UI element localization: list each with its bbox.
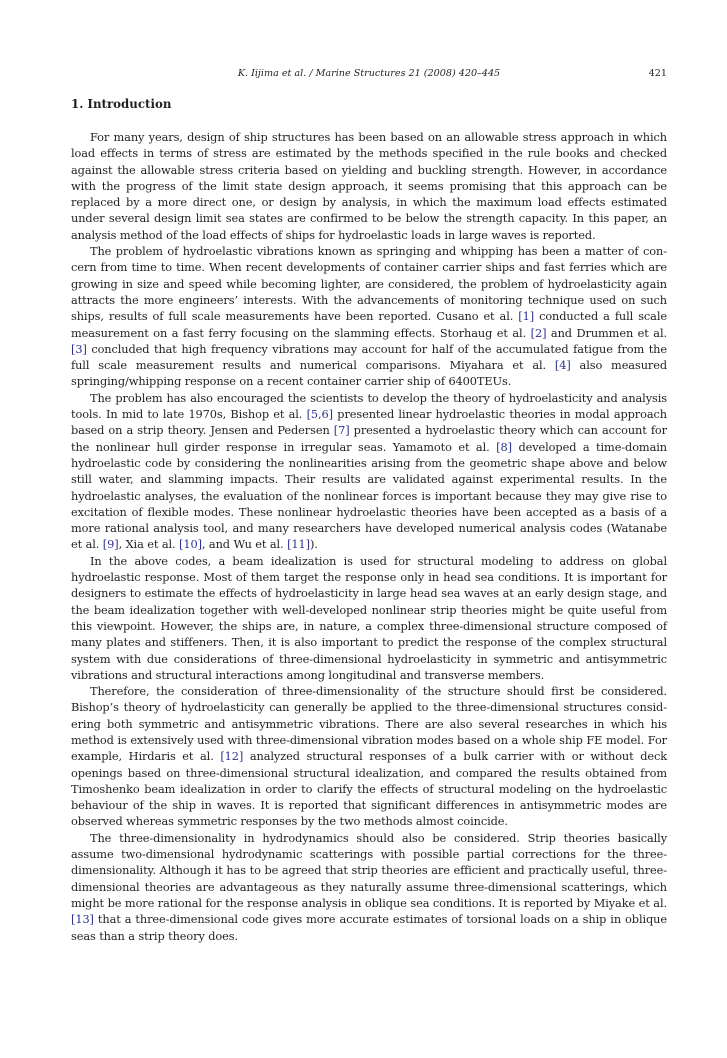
citation-link[interactable]: [11] xyxy=(287,537,310,552)
paragraph-text: developed a time-domain hydroelastic code by considering the nonlinearities arising from the geometric shape above and below still water, and slamming impacts. Their results are validated against experimental results. In the hydroelastic analyses, the evaluation of the nonlinear forces is important because they may give rise to excitation of flexible modes. These nonlinear hydroelastic theories have been accepted as a basis of a more rational analysis tool, and many researchers have developed numerical analysis codes (Watanabe et al. xyxy=(71,439,667,552)
paragraph-text: , Xia et al. xyxy=(118,537,180,552)
citation-link[interactable]: [8] xyxy=(496,439,512,454)
citation-link[interactable]: [2] xyxy=(530,325,547,340)
paragraph-text: presented a hydroelastic theory which can account for the nonlinear hull girder response in irregular seas. Yamamoto et al. xyxy=(71,423,667,454)
paragraph-text: The problem of hydroelastic vibrations known as springing and whipping has been a matter of concern from time to time. When recent developments of container carrier ships and fast ferries which are growing in size and speed while becoming lighter, are considered, the problem of hydroelasticity again attracts the more engineers’ interests. With the advancements of monitoring technique used on such ships, results of full scale measurements have been reported. Cusano et al. xyxy=(71,244,667,324)
running-head xyxy=(71,67,667,81)
paragraph-text: concluded that high frequency vibrations may account for half of the accumulated fatigue from the full scale measurement results and numerical comparisons. Miyahara et al. xyxy=(71,341,667,373)
citation-link[interactable]: [10] xyxy=(179,537,202,552)
journal-citation: K. Iijima et al. / Marine Structures 21 (2008) 420–445 xyxy=(237,68,501,79)
page-number: 421 xyxy=(648,68,667,79)
paragraph-3 xyxy=(71,390,667,553)
paragraph-text: The problem has also encouraged the scientists to develop the theory of hydroelasticity and analysis tools. In mid to late 1970s, Bishop et al. xyxy=(71,390,667,422)
citation-link[interactable]: [5,6] xyxy=(306,407,333,422)
paragraph-text: conducted a full scale measurement on a fast ferry focusing on the slamming effects. Storhaug et al. xyxy=(71,309,667,340)
citation-link[interactable]: [7] xyxy=(333,423,350,438)
paragraph-text: In the above codes, a beam idealization is used for structural modeling to address on global hydroelastic response. Most of them target the response only in head sea conditions. It is important for designers to estimate the effects of hydroelasticity in large head sea waves at an early design stage, and the beam idealization together with well-developed nonlinear strip theories might be quite useful from this viewpoint. However, the ships are, in nature, a complex three-dimensional structure composed of many plates and stiffeners. Then, it is also important to predict the response of the complex structural system with due considerations of three-dimensional hydroelasticity in symmetric and antisymmetric vibrations and structural interactions among longitudinal and transverse members. xyxy=(71,553,667,682)
citation-link[interactable]: [12] xyxy=(220,749,244,764)
citation-link[interactable]: [13] xyxy=(71,912,94,927)
paragraph-1 xyxy=(71,129,667,243)
citation-link[interactable]: [4] xyxy=(554,358,571,373)
citation-link[interactable]: [3] xyxy=(71,341,87,356)
paragraph-4 xyxy=(71,553,667,683)
paragraph-text: and Drummen et al. xyxy=(546,325,667,340)
paragraph-text: also measured springing/whipping response on a recent container carrier ship of 6400TEUs. xyxy=(71,358,667,389)
paragraph-6 xyxy=(71,830,667,944)
section-body xyxy=(71,129,667,944)
paragraph-text: , and Wu et al. xyxy=(201,537,288,552)
paragraph-2 xyxy=(71,243,667,390)
paragraph-text: The three-dimensionality in hydrodynamics should also be considered. Strip theories basically assume two-dimensional hydrodynamic scatterings with possible partial corrections for the three-dimensionality. Although it has to be agreed that strip theories are efficient and practically useful, three-dimensional theories are advantageous as they naturally assume three-dimensional scatterings, which might be more rational for the response analysis in oblique sea conditions. It is reported by Miyake et al. xyxy=(71,830,667,910)
paragraph-5 xyxy=(71,683,667,830)
paragraph-text: presented linear hydroelastic theories in modal approach based on a strip theory. Jensen and Pedersen xyxy=(71,407,667,438)
paragraph-text: For many years, design of ship structures has been based on an allowable stress approach in which load effects in terms of stress are estimated by the methods specified in the rule books and checked against the allowable stress criteria based on yielding and buckling strength. However, in accordance with the progress of the limit state design approach, it seems promising that this approach can be replaced by a more direct one, or design by analysis, in which the maximum load effects estimated under several design limit sea states are confirmed to be below the strength capacity. In this paper, an analysis method of the load effects of ships for hydroelastic loads in large waves is reported. xyxy=(71,130,667,242)
paragraph-text: ). xyxy=(309,537,318,552)
citation-link[interactable]: [1] xyxy=(518,309,535,324)
paragraph-text: Therefore, the consideration of three-dimensionality of the structure should first be considered. Bishop’s theory of hydroelasticity can generally be applied to the three-dimensional structures considering both symmetric and antisymmetric vibrations. There are also several researches in which his method is extensively used with three-dimensional vibration modes based on a whole ship FE model. For example, Hirdaris et al. xyxy=(71,684,667,764)
paragraph-text: that a three-dimensional code gives more accurate estimates of torsional loads on a ship in oblique seas than a strip theory does. xyxy=(71,912,667,943)
paragraph-text: analyzed structural responses of a bulk carrier with or without deck openings based on three-dimensional structural idealization, and compared the results obtained from Timoshenko beam idealization in order to clarify the effects of structural modeling on the hydroelastic behaviour of the ship in waves. It is reported that significant differences in antisymmetric modes are observed whereas symmetric responses by the two methods almost coincide. xyxy=(71,749,668,829)
section-heading: 1. Introduction xyxy=(71,97,172,111)
citation-link[interactable]: [9] xyxy=(102,537,119,552)
